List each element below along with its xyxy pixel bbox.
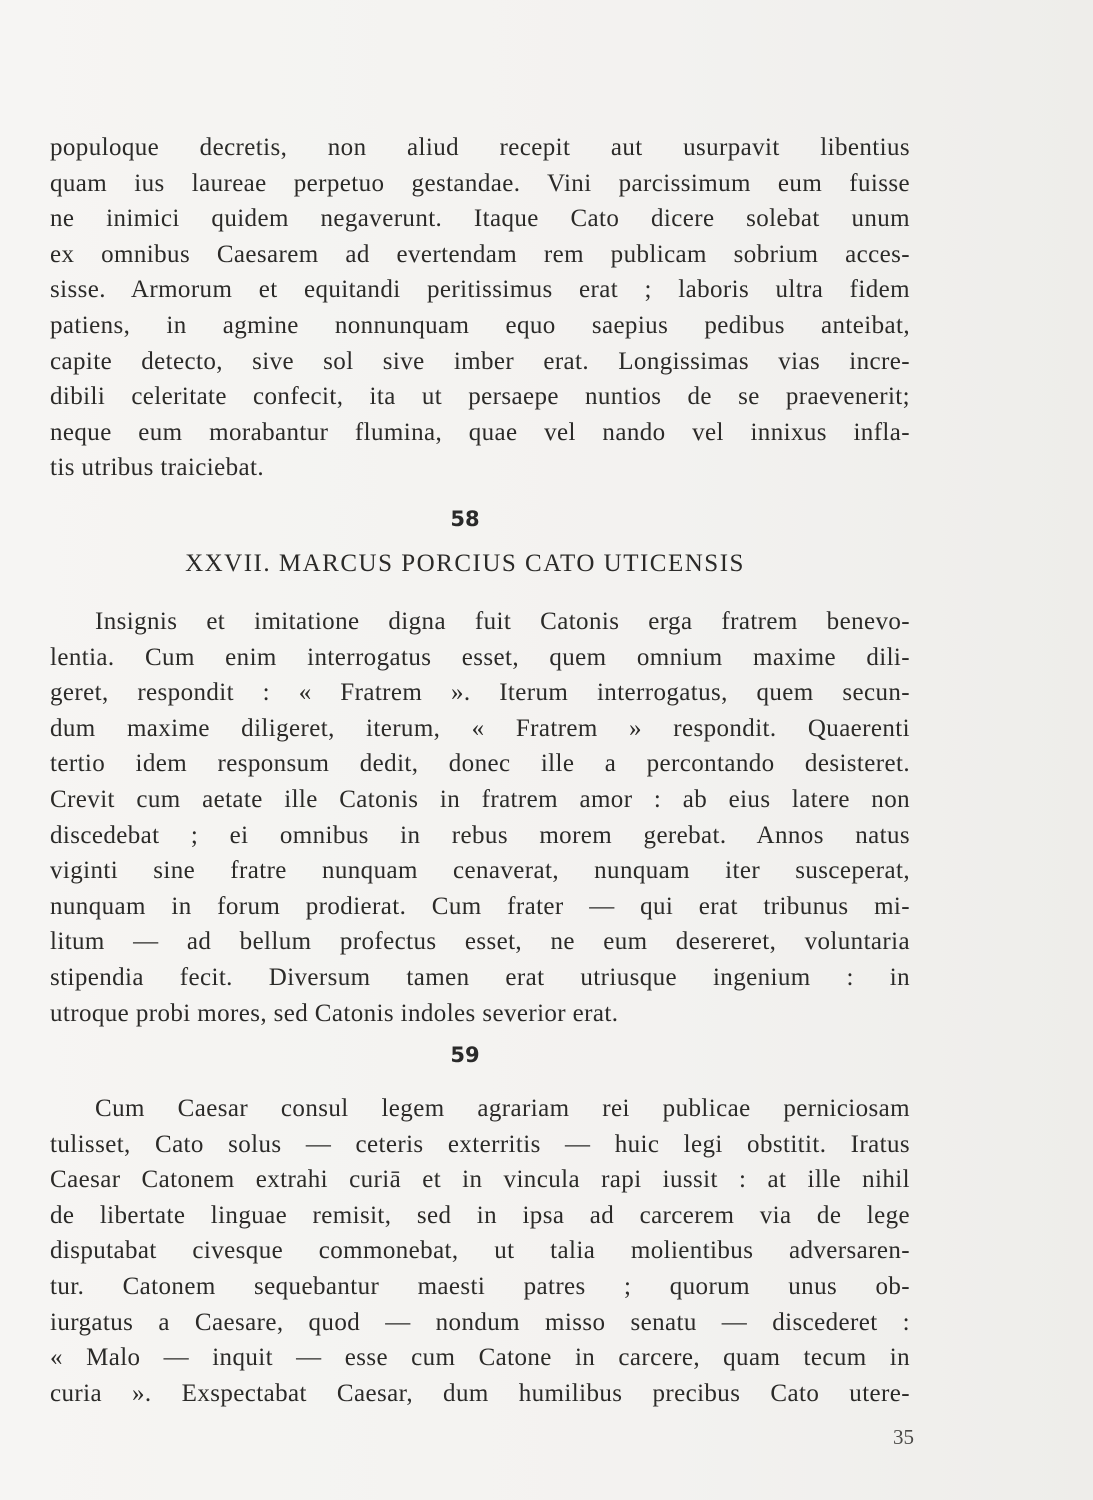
text-line: sisse. Armorum et equitandi peritissimus erat ; laboris ultra fidem bbox=[50, 276, 910, 304]
text-line: lentia. Cum enim interrogatus esset, quem omnium maxime dili- bbox=[50, 643, 910, 671]
text-line: Caesar Catonem extrahi curiā et in vincula rapi iussit : at ille nihil bbox=[50, 1166, 910, 1194]
section-number: 59 bbox=[450, 1043, 480, 1067]
text-line: tur. Catonem sequebantur maesti patres ; quorum unus ob- bbox=[50, 1272, 910, 1300]
text-line: curia ». Exspectabat Caesar, dum humilibus precibus Cato utere- bbox=[50, 1379, 910, 1407]
text-line: tis utribus traiciebat. bbox=[50, 454, 265, 482]
text-line: « Malo — inquit — esse cum Catone in carcere, quam tecum in bbox=[50, 1344, 910, 1372]
text-line: geret, respondit : « Fratrem ». Iterum interrogatus, quem secun- bbox=[50, 679, 910, 707]
text-line: Cum Caesar consul legem agrariam rei publicae perniciosam bbox=[95, 1095, 910, 1122]
paragraph bbox=[50, 1091, 910, 1411]
text-line: capite detecto, sive sol sive imber erat. Longissimas vias incre- bbox=[50, 347, 910, 375]
paragraph-continued bbox=[50, 130, 910, 486]
text-line: tertio idem responsum dedit, donec ille a percontando desisteret. bbox=[50, 750, 910, 778]
chapter-heading: XXVII. MARCUS PORCIUS CATO UTICENSIS bbox=[185, 550, 745, 577]
text-line: neque eum morabantur flumina, quae vel nando vel innixus infla- bbox=[50, 418, 910, 446]
paragraph bbox=[50, 604, 910, 1031]
text-line: ex omnibus Caesarem ad evertendam rem publicam sobrium acces- bbox=[50, 240, 910, 268]
page-number: 35 bbox=[893, 1425, 914, 1449]
text-line: Insignis et imitatione digna fuit Catonis erga fratrem benevo- bbox=[95, 608, 910, 635]
text-line: iurgatus a Caesare, quod — nondum misso senatu — discederet : bbox=[50, 1308, 910, 1336]
text-line: de libertate linguae remisit, sed in ipsa ad carcerem via de lege bbox=[50, 1201, 910, 1229]
text-line: patiens, in agmine nonnunquam equo saepius pedibus anteibat, bbox=[50, 311, 910, 339]
text-line: ne inimici quidem negaverunt. Itaque Cato dicere solebat unum bbox=[50, 205, 910, 233]
text-line: utroque probi mores, sed Catonis indoles severior erat. bbox=[50, 999, 619, 1027]
text-line: litum — ad bellum profectus esset, ne eum desereret, voluntaria bbox=[50, 928, 910, 956]
text-line: tulisset, Cato solus — ceteris exterritis — huic legi obstitit. Iratus bbox=[50, 1130, 910, 1158]
text-line: discedebat ; ei omnibus in rebus morem gerebat. Annos natus bbox=[50, 821, 910, 849]
text-line: populoque decretis, non aliud recepit aut usurpavit libentius bbox=[50, 134, 910, 161]
text-line: dum maxime diligeret, iterum, « Fratrem » respondit. Quaerenti bbox=[50, 714, 910, 742]
section-number: 58 bbox=[450, 507, 480, 531]
text-line: viginti sine fratre nunquam cenaverat, nunquam iter susceperat, bbox=[50, 857, 910, 885]
text-line: quam ius laureae perpetuo gestandae. Vini parcissimum eum fuisse bbox=[50, 169, 910, 197]
text-line: dibili celeritate confecit, ita ut persaepe nuntios de se praevenerit; bbox=[50, 383, 910, 411]
text-line: Crevit cum aetate ille Catonis in fratrem amor : ab eius latere non bbox=[50, 785, 910, 813]
text-line: nunquam in forum prodierat. Cum frater — qui erat tribunus mi- bbox=[50, 892, 910, 920]
text-line: disputabat civesque commonebat, ut talia molientibus adversaren- bbox=[50, 1237, 910, 1265]
text-line: stipendia fecit. Diversum tamen erat utriusque ingenium : in bbox=[50, 963, 910, 991]
